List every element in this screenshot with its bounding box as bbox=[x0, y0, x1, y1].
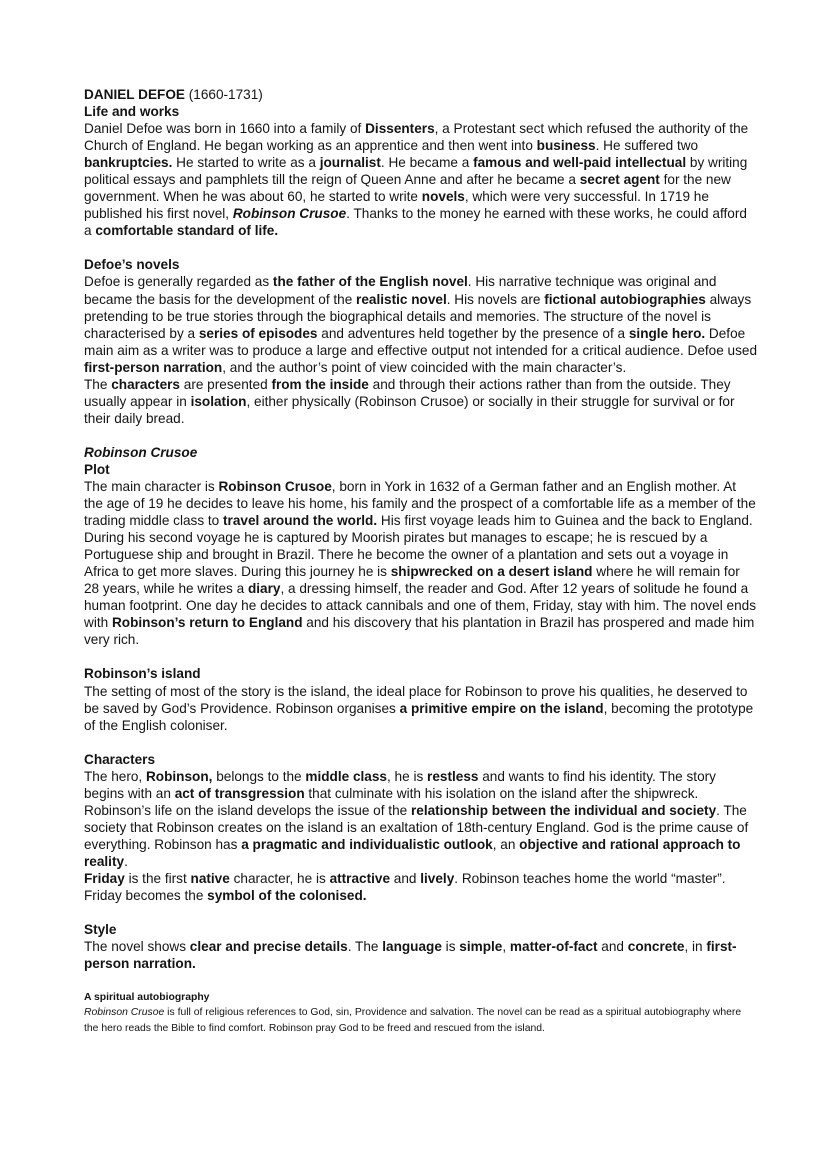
section-heading-life: Life and works bbox=[84, 104, 180, 120]
paragraph-life: Daniel Defoe was born in 1660 into a family of Dissenters, a Protestant sect which refused the authority of the Church of England. He began working as an apprentice and then went into business. He suffered two bankruptcies. He started to write as a journalist. He became a famous and well-paid intellectual by writing political essays and pamphlets till the reign of Queen Anne and after he became a secret agent for the new government. When he was about 60, he started to write novels, which were very successful. In 1719 he published his first novel, Robinson Crusoe. Thanks to the money he earned with these works, he could afford a comfortable standard of life. bbox=[84, 121, 749, 239]
paragraph-plot: The main character is Robinson Crusoe, born in York in 1632 of a German father and an English mother. At the age of 19 he decides to leave his home, his family and the prospect of a comfortable life as a member of the trading middle class to travel around the world. His first voyage leads him to Guinea and the back to England. During his second voyage he is captured by Moorish pirates but manages to escape; he is rescued by a Portuguese ship and brought in Brazil. There he become the owner of a plantation and sets out a voyage in Africa to get more slaves. During this journey he is shipwrecked on a desert island where he will remain for 28 years, while he writes a diary, a dressing himself, the reader and God. After 12 years of solitude he found a human footprint. One day he decides to attack cannibals and one of them, Friday, stay with him. The novel ends with Robinson’s return to England and his discovery that his plantation in Brazil has prospered and made him very rich. bbox=[84, 478, 757, 648]
page-title bbox=[84, 86, 758, 103]
paragraph-style: The novel shows clear and precise details. The language is simple, matter-of-fact and concrete, in first-person narration. bbox=[84, 939, 737, 972]
paragraph-spiritual: Robinson Crusoe is full of religious references to God, sin, Providence and salvation. The novel can be read as a spiritual autobiography where the hero reads the Bible to find comfort. Robinson pray God to be freed and rescued from the island. bbox=[84, 1007, 742, 1035]
author-dates: (1660-1731) bbox=[184, 87, 263, 102]
subheading-plot: Plot bbox=[84, 461, 110, 477]
section-heading-crusoe: Robinson Crusoe bbox=[84, 444, 198, 460]
paragraph-island: The setting of most of the story is the island, the ideal place for Robinson to prove his qualities, he deserved to be saved by God’s Providence. Robinson organises a primitive empire on the island, becoming the prototype of the English coloniser. bbox=[84, 683, 754, 733]
section-heading-characters: Characters bbox=[84, 751, 156, 767]
section-heading-island: Robinson’s island bbox=[84, 666, 201, 682]
section-heading-style: Style bbox=[84, 922, 117, 938]
paragraph-friday: Friday is the first native character, he is attractive and lively. Robinson teaches home the world “master”. Friday becomes the symbol of the colonised. bbox=[84, 870, 726, 904]
paragraph-novels-characters: The characters are presented from the inside and through their actions rather than from the outside. They usually appear in isolation, either physically (Robinson Crusoe) or socially in their struggle for survival or for their daily bread. bbox=[84, 376, 735, 426]
section-heading-novels: Defoe’s novels bbox=[84, 257, 180, 273]
paragraph-characters: The hero, Robinson, belongs to the middle class, he is restless and wants to find his identity. The story begins with an act of transgression that culminate with his isolation on the island after the shipwreck. Robinson’s life on the island develops the issue of the relationship between the individual and society. The society that Robinson creates on the island is an exaltation of 18th-century England. God is the prime cause of everything. Robinson has a pragmatic and individualistic outlook, an objective and rational approach to reality. bbox=[84, 768, 749, 869]
section-heading-spiritual: A spiritual autobiography bbox=[84, 992, 210, 1004]
author-name: DANIEL DEFOE bbox=[84, 87, 185, 102]
paragraph-novels: Defoe is generally regarded as the father of the English novel. His narrative technique was original and became the basis for the development of the realistic novel. His novels are fictional autobiographies always pretending to be true stories through the biographical details and memories. The structure of the novel is characterised by a series of episodes and adventures held together by the presence of a single hero. Defoe main aim as a writer was to produce a large and effective output not intended for a critical audience. Defoe used first-person narration, and the author’s point of view coincided with the main character’s. bbox=[84, 274, 758, 375]
